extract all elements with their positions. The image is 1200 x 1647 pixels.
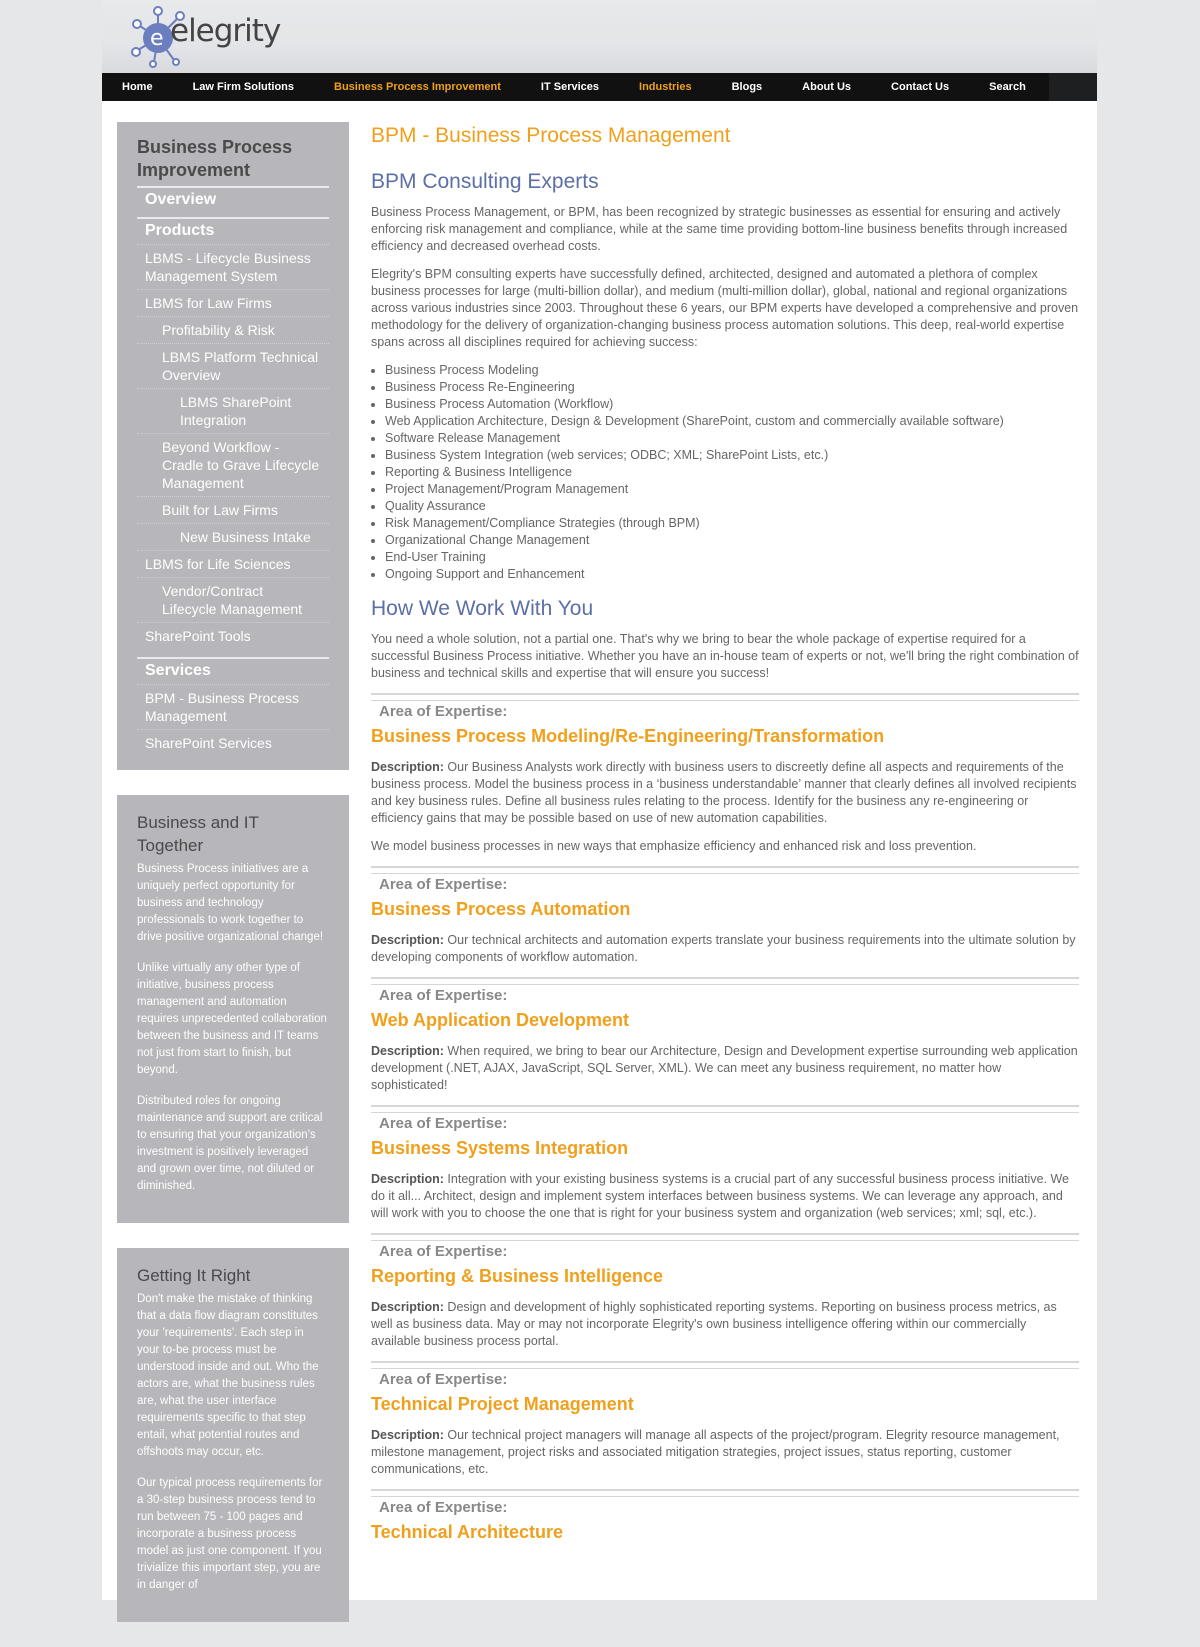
area-divider [371, 1496, 1079, 1497]
nav-item-industries[interactable]: Industries [639, 81, 692, 93]
description-text: When required, we bring to bear our Architecture, Design and Development expertise surrounding web application development (.NET, AJAX, JavaScript, SQL Server, XML). We can meet any business requirement, no matter how sophisticated! [371, 1044, 1078, 1092]
expertise-area [371, 866, 1079, 966]
sidebar-item-vendor-contract-lifecycle-management[interactable]: Vendor/Contract Lifecycle Management [137, 577, 329, 622]
area-title: Business Process Automation [371, 899, 631, 919]
area-divider [371, 700, 1079, 701]
getting-it-right-paragraph: Don't make the mistake of thinking that a data flow diagram constitutes your 'requirements'. Each step in your to-be process must be understood inside and out. Who the actors are, what the business rules are, what the user interface requirements specific to that step entail, what potential routes and offshoots may occur, etc. [137, 1293, 319, 1458]
area-label: Area of Expertise: [379, 1499, 508, 1516]
sidebar-item-sharepoint-services[interactable]: SharePoint Services [137, 729, 329, 756]
section-title-how: How We Work With You [371, 597, 594, 620]
area-divider [371, 1112, 1079, 1113]
area-description [371, 1299, 1079, 1350]
sidebar-item-lbms-platform-technical-overview[interactable]: LBMS Platform Technical Overview [137, 343, 329, 388]
logo-text: elegrity [170, 13, 281, 49]
sidebar-item-profitability-risk[interactable]: Profitability & Risk [137, 316, 329, 343]
area-title: Business Systems Integration [371, 1138, 629, 1158]
area-label: Area of Expertise: [379, 1371, 508, 1388]
sidebar-item-lbms-lifecycle-business-management-system[interactable]: LBMS - Lifecycle Business Management System [137, 244, 329, 289]
business-it-paragraph: Unlike virtually any other type of initiative, business process management and automation requires unprecedented collaboration between the business and IT teams not just from start to finish, but beyond. [137, 962, 327, 1076]
sidebar-section-products[interactable]: Products [137, 217, 329, 244]
area-title: Web Application Development [371, 1010, 630, 1030]
area-description [371, 932, 1079, 966]
sidebar [117, 122, 349, 1647]
description-label: Description: [371, 1428, 444, 1442]
svg-text:e: e [150, 26, 164, 51]
business-it-box [117, 795, 349, 1223]
area-title: Technical Architecture [371, 1522, 564, 1542]
business-it-paragraph: Distributed roles for ongoing maintenance and support are critical to ensuring that your organization's investment is positively leveraged and grown over time, not diluted or diminished. [137, 1095, 323, 1192]
description-label: Description: [371, 933, 444, 947]
how-paragraph: You need a whole solution, not a partial one. That's why we bring to bear the whole package of expertise required for a successful Business Process initiative. Whether you have an in-house team of experts or not, we'll bring the right combination of business and technical skills and expertise that will ensure you success! [371, 632, 1079, 680]
description-label: Description: [371, 760, 444, 774]
area-description [371, 1171, 1079, 1222]
area-divider [371, 873, 1079, 874]
expertise-areas [371, 693, 1079, 1543]
area-label: Area of Expertise: [379, 987, 508, 1004]
list-item: • Business Process Modeling [385, 362, 1079, 379]
getting-it-right-title: Getting It Right [137, 1266, 251, 1285]
area-label: Area of Expertise: [379, 1115, 508, 1132]
description-text: Integration with your existing business systems is a crucial part of any successful business process initiative. We do it all... Architect, design and implement system interfaces between business systems. We can leverage any approach, and will work with you to choose the one that is right for your business system and organization (web services; xml; sql, etc.). [371, 1172, 1069, 1220]
area-extra: We model business processes in new ways that emphasize efficiency and enhanced risk and loss prevention. [371, 839, 977, 853]
nav-item-contact-us[interactable]: Contact Us [891, 81, 950, 93]
business-it-title: Business and IT Together [137, 813, 259, 855]
area-title: Business Process Modeling/Re-Engineering/Transformation [371, 726, 885, 746]
sidebar-item-built-for-law-firms[interactable]: Built for Law Firms [137, 496, 329, 523]
logo-wordmark [170, 13, 280, 49]
sidebar-item-bpm-business-process-management[interactable]: BPM - Business Process Management [137, 684, 329, 729]
description-label: Description: [371, 1044, 444, 1058]
sidebar-item-overview[interactable]: Overview [137, 186, 329, 213]
list-item: • Project Management/Program Management [385, 481, 1079, 498]
nav-item-law-firm-solutions[interactable]: Law Firm Solutions [192, 81, 295, 93]
expertise-area [371, 1361, 1079, 1478]
area-title: Technical Project Management [371, 1394, 634, 1414]
expertise-area [371, 977, 1079, 1094]
area-divider [371, 1368, 1079, 1369]
sidebar-nav-box [117, 122, 349, 770]
area-label: Area of Expertise: [379, 703, 508, 720]
list-item: • Web Application Architecture, Design & Development (SharePoint, custom and commercially available software) [385, 413, 1079, 430]
list-item: • Organizational Change Management [385, 532, 1079, 549]
sidebar-item-new-business-intake[interactable]: New Business Intake [137, 523, 329, 550]
business-it-text [137, 861, 329, 1195]
nav-item-about-us[interactable]: About Us [802, 81, 852, 93]
getting-it-right-box [117, 1248, 349, 1622]
description-text: Our technical project managers will manage all aspects of the project/program. Elegrity resource management, milestone management, project risks and associated mitigation strategies, project issues, status reporting, customer communications, etc. [371, 1428, 1060, 1476]
list-item: • End-User Training [385, 549, 1079, 566]
sidebar-item-lbms-sharepoint-integration[interactable]: LBMS SharePoint Integration [137, 388, 329, 433]
nav-item-business-process-improvement[interactable]: Business Process Improvement [334, 81, 501, 93]
area-divider [371, 1240, 1079, 1241]
nav-item-search[interactable]: Search [989, 81, 1026, 93]
expertise-area [371, 693, 1079, 855]
expertise-area [371, 1489, 1079, 1543]
sidebar-item-lbms-for-life-sciences[interactable]: LBMS for Life Sciences [137, 550, 329, 577]
sidebar-section-services[interactable]: Services [137, 657, 329, 684]
disciplines-list [385, 362, 1079, 583]
business-it-paragraph: Business Process initiatives are a uniquely perfect opportunity for business and technology professionals to work together to drive positive organizational change! [137, 863, 324, 943]
sidebar-title: Business Process Improvement [137, 137, 293, 180]
list-item: • Software Release Management [385, 430, 1079, 447]
top-nav [102, 73, 1097, 101]
nav-item-home[interactable]: Home [122, 81, 153, 93]
area-title: Reporting & Business Intelligence [371, 1266, 664, 1286]
header [102, 0, 1097, 73]
expertise-area [371, 1105, 1079, 1222]
intro-paragraph-1: Business Process Management, or BPM, has been recognized by strategic businesses as essential for ensuring and actively enforcing risk management and compliance, while at the same time providing bottom-line business benefits through increased efficiency and decreased overhead costs. [371, 205, 1068, 253]
description-text: Our Business Analysts work directly with business users to discreetly define all aspects and requirements of the business process. Model the business process in a ‘business understandable’ manner that clearly defines all involved recipients and key business rules. Define all business rules relating to the process. Identify for the business any re-engineering or efficiency gains that may be possible based on use of new automation capabilities. [371, 760, 1077, 825]
sidebar-item-sharepoint-tools[interactable]: SharePoint Tools [137, 622, 329, 649]
services-list [137, 684, 329, 756]
sidebar-item-beyond-workflow-cradle-to-grave-lifecycle-management[interactable]: Beyond Workflow - Cradle to Grave Lifecycle Management [137, 433, 329, 496]
area-divider [371, 984, 1079, 985]
section-title-consulting: BPM Consulting Experts [371, 170, 599, 193]
list-item: • Reporting & Business Intelligence [385, 464, 1079, 481]
area-description [371, 1427, 1079, 1478]
products-list [137, 244, 329, 649]
getting-it-right-text [137, 1291, 329, 1594]
list-item: • Ongoing Support and Enhancement [385, 566, 1079, 583]
description-text: Our technical architects and automation experts translate your business requirements into the ultimate solution by developing components of workflow automation. [371, 933, 1076, 964]
list-item: • Business System Integration (web services; ODBC; XML; SharePoint Lists, etc.) [385, 447, 1079, 464]
area-label: Area of Expertise: [379, 1243, 508, 1260]
nav-inner [102, 73, 1049, 101]
list-item: • Quality Assurance [385, 498, 1079, 515]
area-label: Area of Expertise: [379, 876, 508, 893]
description-text: Design and development of highly sophisticated reporting systems. Reporting on business process metrics, as well as business data. May or may not incorporate Elegrity's own business intelligence offering within our commercially available business process portal. [371, 1300, 1057, 1348]
list-item: • Business Process Re-Engineering [385, 379, 1079, 396]
expertise-area [371, 1233, 1079, 1350]
description-label: Description: [371, 1300, 444, 1314]
nav-item-blogs[interactable]: Blogs [731, 81, 763, 93]
description-label: Description: [371, 1172, 444, 1186]
page-title: BPM - Business Process Management [371, 124, 731, 147]
sidebar-item-lbms-for-law-firms[interactable]: LBMS for Law Firms [137, 289, 329, 316]
list-item: • Business Process Automation (Workflow) [385, 396, 1079, 413]
getting-it-right-paragraph: Our typical process requirements for a 30-step business process tend to run between 75 - 100 pages and incorporate a business process model as just one component. If you trivialize this important step, you are in danger of [137, 1477, 323, 1591]
area-description [371, 1043, 1079, 1094]
area-description [371, 759, 1079, 827]
nav-item-it-services[interactable]: IT Services [540, 81, 600, 93]
main-content [371, 124, 1079, 1555]
list-item: • Risk Management/Compliance Strategies (through BPM) [385, 515, 1079, 532]
content-area [102, 101, 1097, 1600]
intro-paragraph-2: Elegrity's BPM consulting experts have successfully defined, architected, designed and automated a plethora of complex business processes for large (multi-billion dollar), and medium (multi-million dollar), global, national and regional organizations across various industries since 2003. Throughout these 6 years, our BPM experts have developed a comprehensive and proven methodology for the delivery of organization-changing business process automation solutions. This deep, real-world expertise spans across all disciplines required for achieving success: [371, 267, 1079, 349]
page [102, 0, 1097, 1600]
